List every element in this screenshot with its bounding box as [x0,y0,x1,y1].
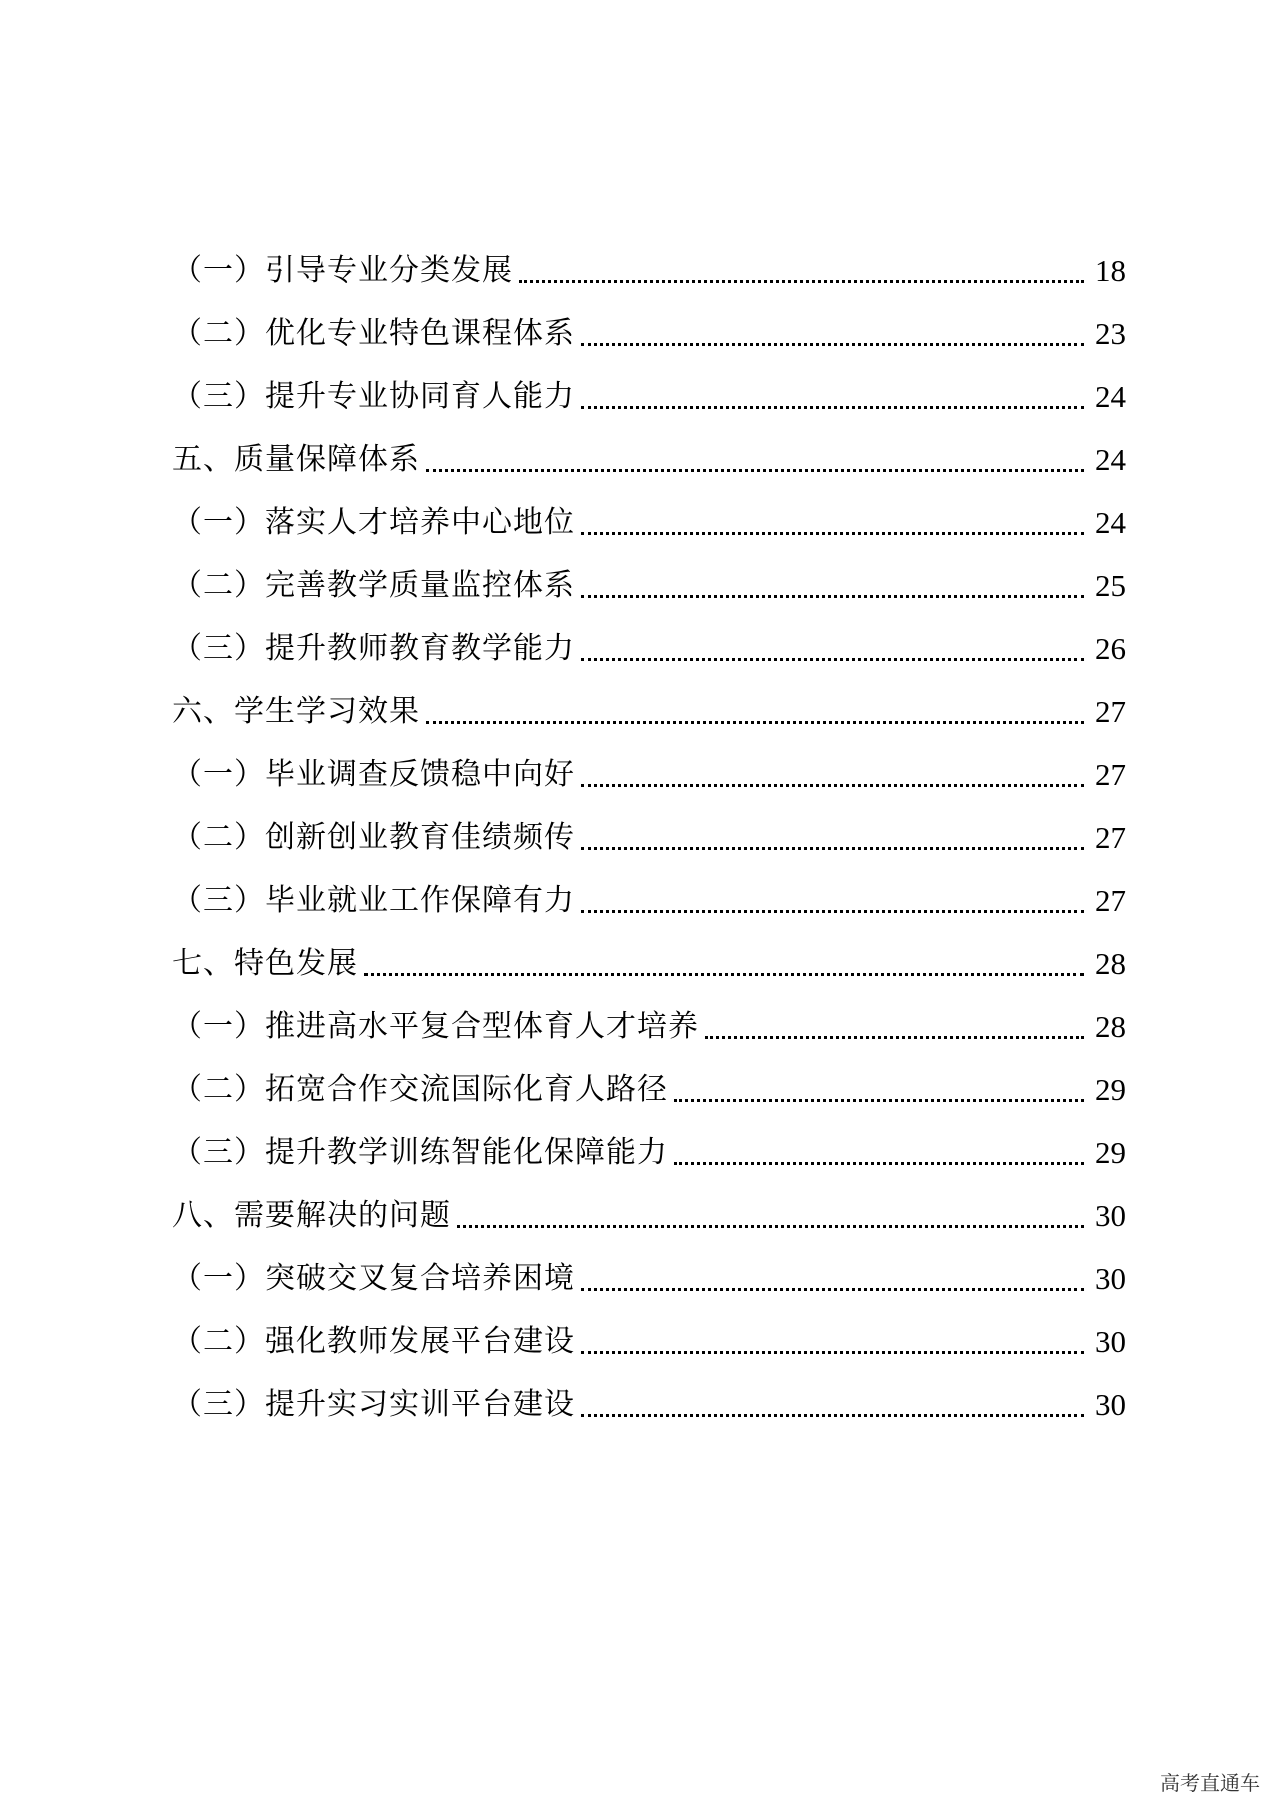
toc-leader-dots [457,1225,1084,1228]
toc-entry[interactable] [172,795,1126,858]
toc-entry-title: （一）毕业调查反馈稳中向好 [172,757,575,792]
toc-entry[interactable] [172,606,1126,669]
toc-leader-dots [581,1351,1084,1354]
toc-entry-title: （二）完善教学质量监控体系 [172,568,575,603]
toc-chapter-entry[interactable] [172,1173,1126,1236]
toc-entry-page: 27 [1095,820,1126,855]
toc-leader-dots [581,784,1084,787]
toc-entry-page: 28 [1095,1009,1126,1044]
toc-entry-title: 五、质量保障体系 [172,442,420,477]
toc-entry-title: （一）突破交叉复合培养困境 [172,1261,575,1296]
toc-entry-title: （二）优化专业特色课程体系 [172,316,575,351]
toc-entry-page: 25 [1095,568,1126,603]
toc-entry-title: （三）提升实习实训平台建设 [172,1387,575,1422]
toc-chapter-entry[interactable] [172,669,1126,732]
toc-entry-title: 八、需要解决的问题 [172,1198,451,1233]
toc-entry-title: （二）拓宽合作交流国际化育人路径 [172,1072,668,1107]
toc-entry-page: 18 [1095,253,1126,288]
toc-leader-dots [426,721,1084,724]
toc-entry[interactable] [172,1362,1126,1425]
toc-entry-page: 24 [1095,442,1126,477]
toc-entry[interactable] [172,858,1126,921]
toc-leader-dots [581,343,1084,346]
toc-entry-title: （三）提升教师教育教学能力 [172,631,575,666]
toc-entry-title: （二）强化教师发展平台建设 [172,1324,575,1359]
toc-entry-page: 30 [1095,1198,1126,1233]
toc-leader-dots [674,1099,1084,1102]
toc-entry-page: 26 [1095,631,1126,666]
toc-entry-title: （二）创新创业教育佳绩频传 [172,820,575,855]
toc-entry-title: （一）引导专业分类发展 [172,253,513,288]
watermark-text: 高考直通车 [1160,1771,1260,1795]
toc-entry-page: 23 [1095,316,1126,351]
toc-leader-dots [581,847,1084,850]
toc-entry[interactable] [172,480,1126,543]
toc-leader-dots [364,973,1084,976]
toc-entry-page: 30 [1095,1261,1126,1296]
toc-entry-page: 27 [1095,694,1126,729]
toc-entry[interactable] [172,984,1126,1047]
table-of-contents [172,228,1126,1425]
toc-chapter-entry[interactable] [172,417,1126,480]
toc-entry-page: 27 [1095,757,1126,792]
toc-entry[interactable] [172,354,1126,417]
toc-entry[interactable] [172,1299,1126,1362]
toc-leader-dots [519,280,1084,283]
toc-entry-page: 28 [1095,946,1126,981]
toc-leader-dots [581,1414,1084,1417]
toc-leader-dots [581,658,1084,661]
toc-entry-title: 七、特色发展 [172,946,358,981]
toc-entry[interactable] [172,1236,1126,1299]
toc-leader-dots [705,1036,1084,1039]
toc-entry-page: 29 [1095,1135,1126,1170]
toc-entry-page: 27 [1095,883,1126,918]
toc-leader-dots [581,532,1084,535]
toc-leader-dots [581,1288,1084,1291]
toc-entry-title: （三）提升专业协同育人能力 [172,379,575,414]
toc-entry[interactable] [172,1110,1126,1173]
toc-chapter-entry[interactable] [172,921,1126,984]
toc-entry-title: 六、学生学习效果 [172,694,420,729]
toc-entry-title: （一）落实人才培养中心地位 [172,505,575,540]
toc-entry-page: 30 [1095,1387,1126,1422]
toc-entry[interactable] [172,1047,1126,1110]
toc-leader-dots [674,1162,1084,1165]
toc-entry[interactable] [172,732,1126,795]
toc-leader-dots [581,910,1084,913]
toc-entry-title: （一）推进高水平复合型体育人才培养 [172,1009,699,1044]
toc-leader-dots [426,469,1084,472]
toc-entry[interactable] [172,291,1126,354]
toc-entry-page: 29 [1095,1072,1126,1107]
toc-entry-page: 24 [1095,379,1126,414]
toc-entry-title: （三）提升教学训练智能化保障能力 [172,1135,668,1170]
toc-entry-title: （三）毕业就业工作保障有力 [172,883,575,918]
toc-entry[interactable] [172,543,1126,606]
toc-leader-dots [581,406,1084,409]
toc-entry[interactable] [172,228,1126,291]
toc-leader-dots [581,595,1084,598]
toc-entry-page: 30 [1095,1324,1126,1359]
toc-entry-page: 24 [1095,505,1126,540]
